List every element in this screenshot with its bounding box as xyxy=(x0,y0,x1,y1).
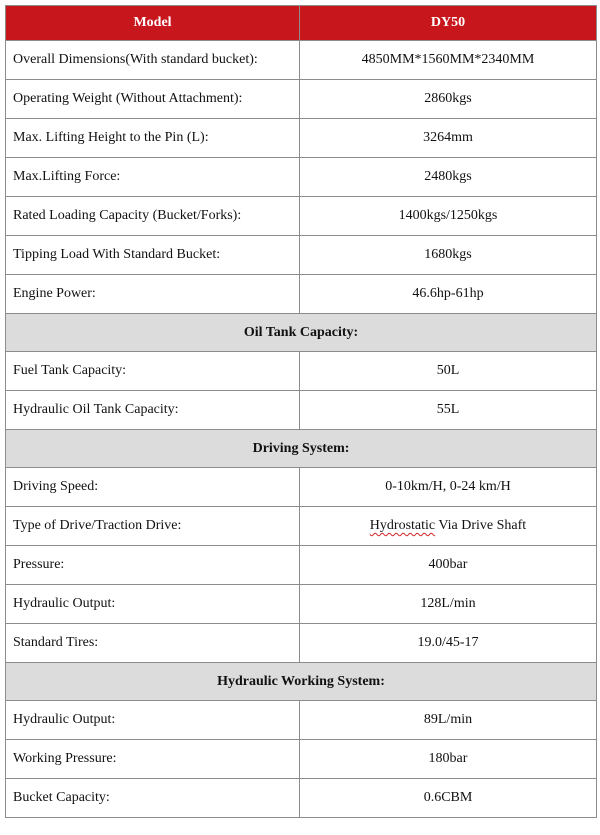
model-header: Model xyxy=(6,6,300,41)
model-value-header: DY50 xyxy=(300,6,597,41)
spec-label: Driving Speed: xyxy=(6,468,300,507)
table-row xyxy=(6,80,597,119)
spellcheck-word: Hydrostatic xyxy=(369,518,436,533)
spec-label: Rated Loading Capacity (Bucket/Forks): xyxy=(6,197,300,236)
section-title: Oil Tank Capacity: xyxy=(6,314,597,352)
spec-value: 128L/min xyxy=(300,585,597,624)
spec-value: 4850MM*1560MM*2340MM xyxy=(300,41,597,80)
spec-value: 2860kgs xyxy=(300,80,597,119)
table-row xyxy=(6,701,597,740)
section-title: Driving System: xyxy=(6,430,597,468)
spec-label: Fuel Tank Capacity: xyxy=(6,352,300,391)
spec-label: Max. Lifting Height to the Pin (L): xyxy=(6,119,300,158)
spec-label: Operating Weight (Without Attachment): xyxy=(6,80,300,119)
table-row xyxy=(6,197,597,236)
table-row xyxy=(6,352,597,391)
spec-label: Pressure: xyxy=(6,546,300,585)
table-row xyxy=(6,158,597,197)
section-header-hydraulic-working-system xyxy=(6,663,597,701)
spec-label: Working Pressure: xyxy=(6,740,300,779)
header-row xyxy=(6,6,597,41)
spec-label: Hydraulic Oil Tank Capacity: xyxy=(6,391,300,430)
spec-value: 0-10km/H, 0-24 km/H xyxy=(300,468,597,507)
table-row xyxy=(6,507,597,546)
spec-value-rest: Via Drive Shaft xyxy=(435,518,527,533)
spec-label: Hydraulic Output: xyxy=(6,585,300,624)
table-row xyxy=(6,468,597,507)
spec-value: 19.0/45-17 xyxy=(300,624,597,663)
spec-label: Standard Tires: xyxy=(6,624,300,663)
spec-value: 2480kgs xyxy=(300,158,597,197)
section-header-driving-system xyxy=(6,430,597,468)
spec-label: Overall Dimensions(With standard bucket): xyxy=(6,41,300,80)
section-title: Hydraulic Working System: xyxy=(6,663,597,701)
table-row xyxy=(6,624,597,663)
spec-value: 0.6CBM xyxy=(300,779,597,818)
spec-label: Max.Lifting Force: xyxy=(6,158,300,197)
spec-value: 180bar xyxy=(300,740,597,779)
table-row xyxy=(6,41,597,80)
spec-value: 46.6hp-61hp xyxy=(300,275,597,314)
table-row xyxy=(6,119,597,158)
table-row xyxy=(6,275,597,314)
table-row xyxy=(6,236,597,275)
table-row xyxy=(6,585,597,624)
spec-value: 400bar xyxy=(300,546,597,585)
spec-value: 55L xyxy=(300,391,597,430)
table-row xyxy=(6,391,597,430)
section-header-oil-tank xyxy=(6,314,597,352)
spec-value xyxy=(300,507,597,546)
spec-label: Tipping Load With Standard Bucket: xyxy=(6,236,300,275)
spec-value: 3264mm xyxy=(300,119,597,158)
spec-value: 50L xyxy=(300,352,597,391)
spec-value: 89L/min xyxy=(300,701,597,740)
spec-label: Bucket Capacity: xyxy=(6,779,300,818)
spec-value: 1400kgs/1250kgs xyxy=(300,197,597,236)
table-row xyxy=(6,740,597,779)
spec-value: 1680kgs xyxy=(300,236,597,275)
spec-table xyxy=(5,5,597,818)
table-row xyxy=(6,779,597,818)
spec-label: Engine Power: xyxy=(6,275,300,314)
spec-label: Hydraulic Output: xyxy=(6,701,300,740)
table-row xyxy=(6,546,597,585)
spec-label: Type of Drive/Traction Drive: xyxy=(6,507,300,546)
